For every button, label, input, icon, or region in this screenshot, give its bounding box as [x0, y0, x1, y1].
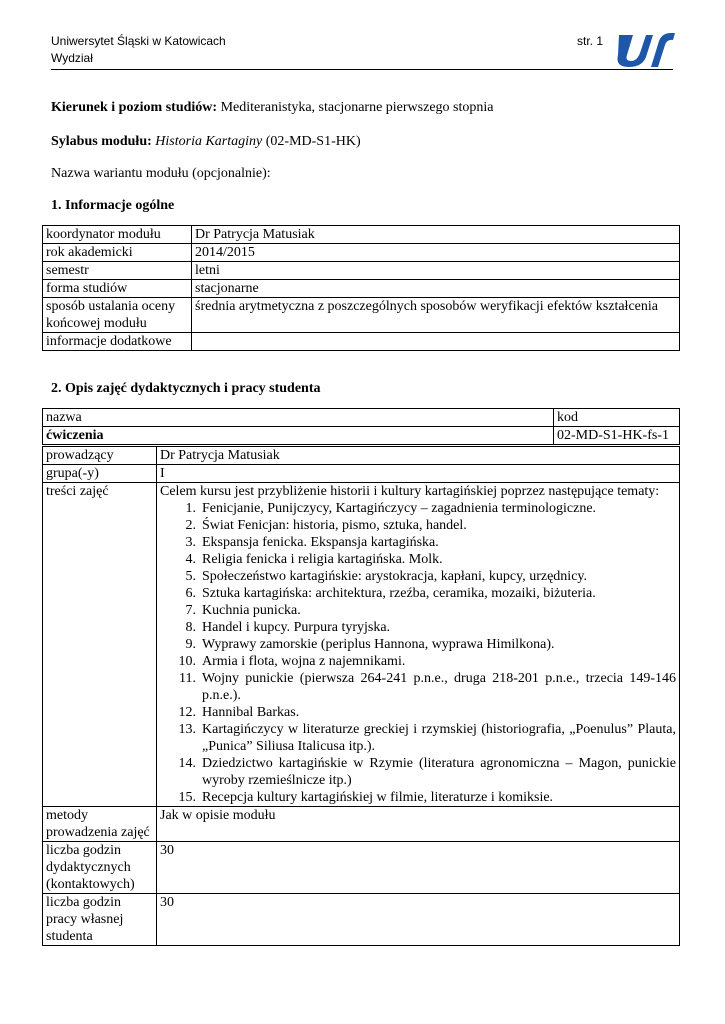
metody-value: Jak w opisie modułu [157, 807, 680, 842]
topic-text: Religia fenicka i religia kartagińska. Molk. [202, 552, 443, 567]
info-value [192, 333, 680, 351]
info-value: stacjonarne [192, 280, 680, 298]
info-value: średnia arytmetyczna z poszczególnych sposobów weryfikacji efektów kształcenia [192, 298, 680, 333]
grupa-label: grupa(-y) [43, 465, 157, 483]
topic-number: 13. [178, 722, 196, 737]
section2-title: 2. Opis zajęć dydaktycznych i pracy studenta [51, 381, 321, 396]
list-item [160, 670, 676, 704]
list-item [160, 704, 676, 721]
prowadzacy-value: Dr Patrycja Matusiak [157, 447, 680, 465]
tresci-intro: Celem kursu jest przybliżenie historii i kultury kartagińskiej poprzez następujące tematy: [160, 484, 660, 499]
table-row [43, 807, 680, 842]
university-name: Uniwersytet Śląski w Katowicach [51, 34, 226, 48]
info-key: informacje dodatkowe [43, 333, 192, 351]
wariant-line: Nazwa wariantu modułu (opcjonalnie): [51, 166, 271, 181]
topic-text: Wyprawy zamorskie (periplus Hannona, wyprawa Himilkona). [202, 637, 555, 652]
topic-number: 9. [185, 637, 196, 652]
kierunek-value: Mediteranistyka, stacjonarne pierwszego stopnia [217, 100, 494, 115]
kod-value: 02-MD-S1-HK-fs-1 [554, 427, 680, 445]
university-logo-icon [613, 31, 675, 69]
list-item [160, 789, 676, 806]
metody-label: metody prowadzenia zajęć [43, 807, 157, 842]
grupa-value: I [157, 465, 680, 483]
faculty-name: Wydział [51, 51, 93, 65]
topic-text: Handel i kupcy. Purpura tyryjska. [202, 620, 391, 635]
nazwa-value: ćwiczenia [43, 427, 554, 445]
list-item [160, 636, 676, 653]
topic-text: Dziedzictwo kartagińskie w Rzymie (literatura agronomiczna – Magon, punickie wyroby rzemieślnicze itp.) [202, 756, 676, 788]
godziny-wlasne-label: liczba godzin pracy własnej studenta [43, 894, 157, 946]
topic-number: 10. [178, 654, 196, 669]
topic-text: Kuchnia punicka. [202, 603, 301, 618]
list-item [160, 500, 676, 517]
list-item [160, 585, 676, 602]
header-divider [51, 69, 673, 70]
course-details-table [42, 446, 680, 946]
godziny-wlasne-value: 30 [157, 894, 680, 946]
general-info-table [42, 225, 680, 351]
sylabus-line [51, 133, 361, 150]
table-row [43, 262, 680, 280]
topic-text: Fenicjanie, Punijczycy, Kartagińczycy – zagadnienia terminologiczne. [202, 501, 597, 516]
godziny-kontakt-label: liczba godzin dydaktycznych (kontaktowych) [43, 842, 157, 894]
topic-list [160, 500, 676, 806]
topic-number: 12. [178, 705, 196, 720]
kierunek-line [51, 99, 494, 116]
topic-number: 2. [185, 518, 196, 533]
nazwa-label: nazwa [43, 409, 554, 427]
info-key: forma studiów [43, 280, 192, 298]
topic-text: Hannibal Barkas. [202, 705, 300, 720]
sylabus-name: Historia Kartaginy [155, 134, 263, 149]
godziny-kontakt-value: 30 [157, 842, 680, 894]
table-row [43, 894, 680, 946]
topic-text: Recepcja kultury kartagińskiej w filmie, literaturze i komiksie. [202, 790, 554, 805]
topic-text: Świat Fenicjan: historia, pismo, sztuka, handel. [202, 518, 467, 533]
section1-title: 1. Informacje ogólne [51, 198, 175, 213]
list-item [160, 534, 676, 551]
sylabus-label: Sylabus modułu: [51, 134, 152, 149]
list-item [160, 517, 676, 534]
kod-label: kod [554, 409, 680, 427]
info-key: semestr [43, 262, 192, 280]
list-item [160, 602, 676, 619]
topic-text: Armia i flota, wojna z najemnikami. [202, 654, 406, 669]
table-row [43, 333, 680, 351]
table-row [43, 226, 680, 244]
topic-number: 8. [185, 620, 196, 635]
tresci-cell [157, 483, 680, 807]
prowadzacy-label: prowadzący [43, 447, 157, 465]
info-key: koordynator modułu [43, 226, 192, 244]
table-row [43, 244, 680, 262]
list-item [160, 568, 676, 585]
tresci-label: treści zajęć [43, 483, 157, 807]
page-header [51, 33, 673, 69]
topic-number: 11. [179, 671, 196, 686]
table-row [43, 280, 680, 298]
topic-number: 6. [185, 586, 196, 601]
info-value: Dr Patrycja Matusiak [192, 226, 680, 244]
header-left [51, 33, 226, 67]
table-row [43, 298, 680, 333]
topic-number: 14. [178, 756, 196, 771]
list-item [160, 755, 676, 789]
table-row [43, 483, 680, 807]
info-value: 2014/2015 [192, 244, 680, 262]
topic-number: 4. [185, 552, 196, 567]
topic-number: 15. [178, 790, 196, 805]
kierunek-label: Kierunek i poziom studiów: [51, 100, 218, 115]
topic-number: 1. [185, 501, 196, 516]
list-item [160, 721, 676, 755]
page-number: str. 1 [576, 34, 603, 48]
topic-number: 5. [185, 569, 196, 584]
topic-text: Społeczeństwo kartagińskie: arystokracja, kapłani, kupcy, urzędnicy. [202, 569, 587, 584]
list-item [160, 653, 676, 670]
topic-text: Ekspansja fenicka. Ekspansja kartagińska. [202, 535, 439, 550]
table-row [43, 427, 680, 445]
topic-text: Kartagińczycy w literaturze greckiej i rzymskiej (historiografia, „Poenulus” Plauta, „Punica” Siliusa Italicusa itp.). [202, 722, 676, 754]
table-row [43, 409, 680, 427]
topic-text: Wojny punickie (pierwsza 264-241 p.n.e., druga 218-201 p.n.e., trzecia 149-146 p.n.e.). [202, 671, 676, 703]
topic-number: 3. [185, 535, 196, 550]
info-value: letni [192, 262, 680, 280]
table-row [43, 447, 680, 465]
sylabus-code: (02-MD-S1-HK) [262, 134, 361, 149]
info-key: sposób ustalania oceny końcowej modułu [43, 298, 192, 333]
table-row [43, 465, 680, 483]
topic-text: Sztuka kartagińska: architektura, rzeźba, ceramika, mozaiki, biżuteria. [202, 586, 596, 601]
table-row [43, 842, 680, 894]
topic-number: 7. [185, 603, 196, 618]
course-name-table [42, 408, 680, 445]
list-item [160, 551, 676, 568]
list-item [160, 619, 676, 636]
info-key: rok akademicki [43, 244, 192, 262]
